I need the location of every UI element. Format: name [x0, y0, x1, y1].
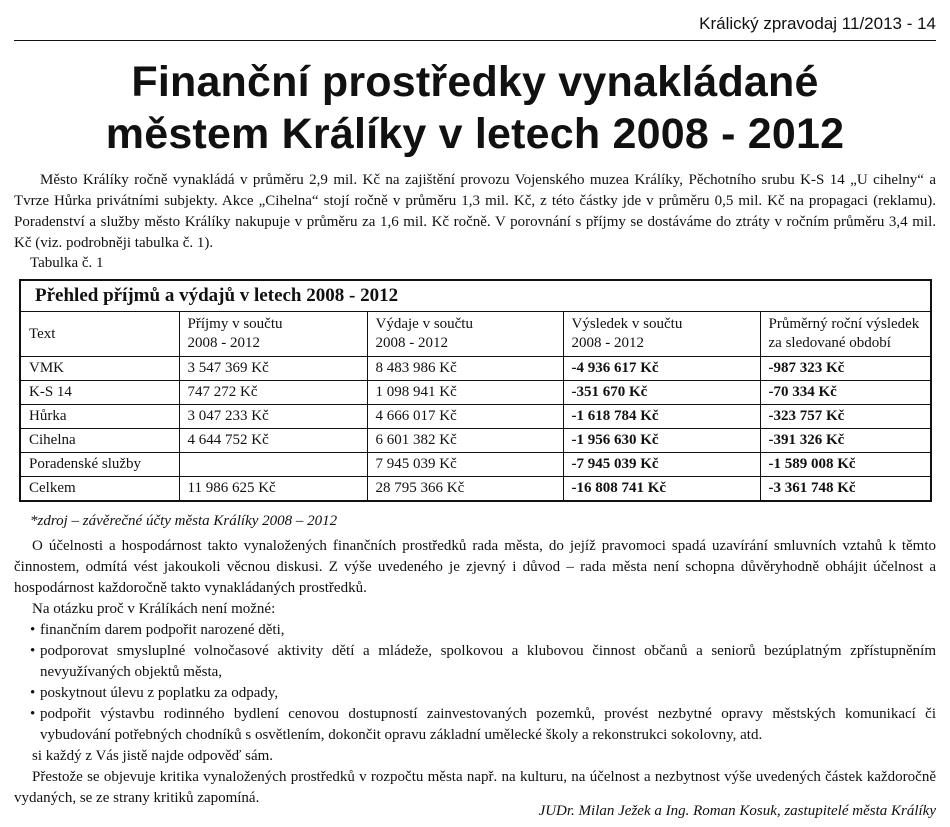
table-row — [21, 357, 930, 381]
author-signature: JUDr. Milan Ježek a Ing. Roman Kosuk, zastupitelé města Králíky — [538, 803, 936, 819]
expense-cell: 28 795 366 Kč — [367, 477, 563, 501]
average-cell: -3 361 748 Kč — [760, 477, 930, 501]
income-cell: 3 547 369 Kč — [179, 357, 367, 381]
row-label: Celkem — [21, 477, 179, 501]
income-cell: 747 272 Kč — [179, 381, 367, 405]
column-header-text: Text — [21, 312, 179, 357]
table-row-total — [21, 477, 930, 501]
finance-table-grid — [21, 312, 930, 500]
list-item: • podporovat smysluplné volnočasové aktivity dětí a mládeže, spolkovou a klubovou činnost občanů a seniorů bezúplatným zpřístupněním nevyužívaných objektů města, — [14, 641, 936, 683]
row-label: K-S 14 — [21, 381, 179, 405]
average-cell: -1 589 008 Kč — [760, 453, 930, 477]
question-line: Na otázku proč v Králíkách není možné: — [32, 601, 276, 617]
average-cell: -391 326 Kč — [760, 429, 930, 453]
income-cell — [179, 453, 367, 477]
result-cell: -4 936 617 Kč — [563, 357, 760, 381]
intro-paragraph: Město Králíky ročně vynakládá v průměru 2,9 mil. Kč na zajištění provozu Vojenského muzea Králíky, Pěchotního srubu K-S 14 „U cihelny“ a Tvrze Hůrka privátními subjekty. Akce „Cihelna“ stojí ročně v průměru 1,3 mil. Kč, z této částky jde v průměru 0,5 mil. Kč na propagaci (reklamu). Poradenství a služby město Králíky nakupuje v průměru za 1,6 mil. Kč ročně. V porovnání s příjmy se dostáváme do ztráty v ročním průměru 3,4 mil. Kč (viz. podrobněji tabulka č. 1). — [14, 172, 936, 251]
expense-cell: 7 945 039 Kč — [367, 453, 563, 477]
answer-line: si každý z Vás jistě najde odpověď sám. — [32, 748, 274, 764]
table-header-row — [21, 312, 930, 357]
result-cell: -16 808 741 Kč — [563, 477, 760, 501]
column-header-average: Průměrný roční výsledek za sledované období — [760, 312, 930, 357]
article-title-line-1: Finanční prostředky vynakládané — [131, 58, 819, 106]
average-cell: -70 334 Kč — [760, 381, 930, 405]
income-cell: 3 047 233 Kč — [179, 405, 367, 429]
body-paragraph-1: O účelnosti a hospodárnost takto vynaložených finančních prostředků rada města, do jejíž pravomoci spadá uzavírání smluvních vztahů k těmto činnostem, odmítá vést jakoukoli věcnou diskusi. Z výše uvedeného je zjevný i důvod – rada města není schopna důvěryhodně obhájit účelnost a hospodárnost každoročně takto vynakládaných prostředků. — [14, 538, 936, 596]
expense-cell: 1 098 941 Kč — [367, 381, 563, 405]
body-paragraph-2: Přestože se objevuje kritika vynaložených prostředků v rozpočtu města např. na kulturu, na účelnost a nezbytnost výše uvedených částek každoročně vydaných, se ze strany kritiků zapomíná. — [14, 769, 936, 806]
result-cell: -7 945 039 Kč — [563, 453, 760, 477]
column-header-expenses: Výdaje v součtu 2008 - 2012 — [367, 312, 563, 357]
table-row — [21, 453, 930, 477]
column-header-result: Výsledek v součtu 2008 - 2012 — [563, 312, 760, 357]
average-cell: -323 757 Kč — [760, 405, 930, 429]
table-caption: Tabulka č. 1 — [30, 255, 104, 271]
income-cell: 11 986 625 Kč — [179, 477, 367, 501]
list-item: • poskytnout úlevu z poplatku za odpady, — [14, 683, 936, 704]
row-label: Poradenské služby — [21, 453, 179, 477]
expense-cell: 8 483 986 Kč — [367, 357, 563, 381]
article-title — [0, 56, 950, 160]
list-item: • finančním darem podpořit narozené děti, — [14, 620, 936, 641]
row-label: VMK — [21, 357, 179, 381]
table-row — [21, 381, 930, 405]
source-note: *zdroj – závěrečné účty města Králíky 2008 – 2012 — [30, 513, 338, 529]
result-cell: -351 670 Kč — [563, 381, 760, 405]
bullet-list — [14, 620, 936, 746]
result-cell: -1 956 630 Kč — [563, 429, 760, 453]
table-row — [21, 429, 930, 453]
result-cell: -1 618 784 Kč — [563, 405, 760, 429]
table-title: Přehled příjmů a výdajů v letech 2008 - 2012 — [21, 281, 930, 312]
expense-cell: 6 601 382 Kč — [367, 429, 563, 453]
average-cell: -987 323 Kč — [760, 357, 930, 381]
table-row — [21, 405, 930, 429]
income-cell: 4 644 752 Kč — [179, 429, 367, 453]
header-divider — [14, 40, 936, 41]
expense-cell: 4 666 017 Kč — [367, 405, 563, 429]
article-title-line-2: městem Králíky v letech 2008 - 2012 — [105, 110, 845, 158]
article-body — [14, 536, 936, 809]
issue-header: Králický zpravodaj 11/2013 - 14 — [699, 14, 936, 33]
column-header-income: Příjmy v součtu 2008 - 2012 — [179, 312, 367, 357]
row-label: Hůrka — [21, 405, 179, 429]
row-label: Cihelna — [21, 429, 179, 453]
finance-table — [19, 279, 932, 502]
list-item: • podpořit výstavbu rodinného bydlení cenovou dostupností zainvestovaných pozemků, provést nezbytné opravy městských komunikací či vybudování potřebných chodníků s osvětlením, dokončit opravu základní umělecké školy a rekonstrukci sokolovny, atd. — [14, 704, 936, 746]
